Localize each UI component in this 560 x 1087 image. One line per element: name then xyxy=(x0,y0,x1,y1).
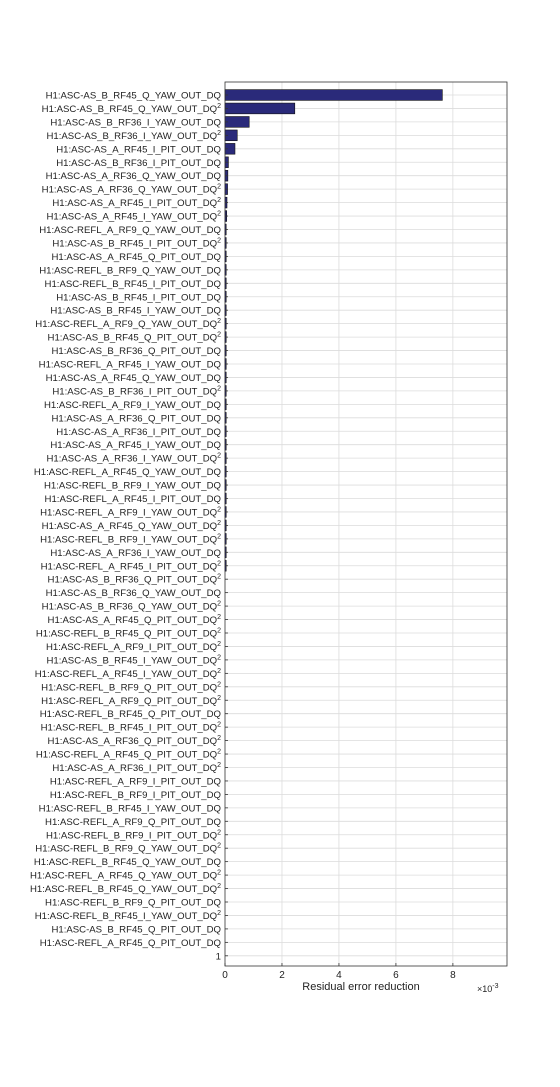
y-tick-label xyxy=(56,158,221,169)
y-label-square: 2 xyxy=(217,210,221,218)
y-label-name: H1:ASC-AS_A_RF36_Q_YAW_OUT_DQ xyxy=(41,184,218,196)
y-label-name: H1:ASC-AS_A_RF45_Q_PIT_OUT_DQ xyxy=(51,251,221,263)
y-label-square: 2 xyxy=(217,721,221,729)
y-label-name: H1:ASC-REFL_B_RF45_Q_YAW_OUT_DQ xyxy=(33,857,221,869)
y-label-name: H1:ASC-REFL_B_RF9_I_YAW_OUT_DQ xyxy=(40,534,218,546)
y-label-name: H1:ASC-AS_A_RF45_Q_YAW_OUT_DQ xyxy=(41,520,218,532)
y-label-name: H1:ASC-AS_A_RF36_I_YAW_OUT_DQ xyxy=(46,453,218,465)
y-label-name: H1:ASC-REFL_B_RF9_I_PIT_OUT_DQ xyxy=(49,789,221,801)
y-tick-label xyxy=(216,951,221,962)
y-tick-label xyxy=(46,373,221,384)
y-label-square: 2 xyxy=(217,681,221,689)
y-tick-label xyxy=(46,829,221,841)
y-label-name: H1:ASC-AS_B_RF36_Q_YAW_OUT_DQ xyxy=(41,601,218,613)
y-tick-label xyxy=(56,292,221,303)
y-label-square: 2 xyxy=(217,640,221,648)
y-label-name: H1:ASC-AS_A_RF45_I_PIT_OUT_DQ xyxy=(56,144,221,156)
y-tick-label xyxy=(36,628,221,640)
y-label-name: H1:ASC-REFL_A_RF9_I_PIT_OUT_DQ xyxy=(45,641,218,653)
y-label-name: H1:ASC-AS_B_RF36_Q_PIT_OUT_DQ xyxy=(51,346,221,358)
y-label-name: H1:ASC-AS_A_RF36_Q_PIT_OUT_DQ xyxy=(51,413,221,425)
y-label-name: H1:ASC-AS_B_RF45_Q_YAW_OUT_DQ xyxy=(41,103,218,115)
y-label-name: H1:ASC-REFL_A_RF9_I_YAW_OUT_DQ xyxy=(40,507,218,519)
y-tick-label xyxy=(35,668,221,680)
y-tick-label xyxy=(45,817,221,828)
y-label-square: 2 xyxy=(217,694,221,702)
y-label-square: 2 xyxy=(217,331,221,339)
y-label-name: H1:ASC-AS_A_RF45_Q_YAW_OUT_DQ xyxy=(45,372,221,384)
bar xyxy=(225,103,295,114)
y-label-name: H1:ASC-REFL_A_RF9_I_YAW_OUT_DQ xyxy=(43,399,221,411)
y-label-square: 2 xyxy=(217,197,221,205)
y-label-square: 2 xyxy=(217,183,221,191)
y-label-square: 2 xyxy=(217,748,221,756)
y-label-name: H1:ASC-REFL_A_RF9_Q_PIT_OUT_DQ xyxy=(41,695,218,707)
y-tick-label xyxy=(52,385,221,397)
y-label-name: H1:ASC-REFL_A_RF9_Q_YAW_OUT_DQ xyxy=(35,319,218,331)
y-label-name: H1:ASC-REFL_A_RF45_I_YAW_OUT_DQ xyxy=(34,668,218,680)
bar xyxy=(225,90,442,101)
x-tick-labels xyxy=(222,970,456,981)
y-tick-label xyxy=(52,237,221,249)
y-tick-label xyxy=(41,695,221,707)
y-label-name: H1:ASC-AS_A_RF45_I_YAW_OUT_DQ xyxy=(50,440,221,452)
y-tick-label xyxy=(35,910,221,922)
x-exponent-base: ×10 xyxy=(477,984,493,994)
x-tick-label: 8 xyxy=(450,970,456,981)
y-label-name: H1:ASC-AS_B_RF36_I_YAW_OUT_DQ xyxy=(50,117,221,129)
y-tick-label xyxy=(45,279,221,290)
y-label-square: 2 xyxy=(217,129,221,137)
x-tick-label: 0 xyxy=(222,970,228,981)
y-tick-label xyxy=(46,130,221,142)
y-label-name: H1:ASC-AS_B_RF45_Q_PIT_OUT_DQ xyxy=(47,332,218,344)
y-label-name: H1:ASC-REFL_B_RF9_Q_YAW_OUT_DQ xyxy=(35,843,218,855)
y-tick-label xyxy=(50,306,221,317)
y-label-square: 2 xyxy=(217,627,221,635)
y-tick-label xyxy=(40,533,221,545)
y-label-name: H1:ASC-AS_A_RF36_Q_YAW_OUT_DQ xyxy=(45,171,221,183)
y-label-name: H1:ASC-AS_B_RF45_I_PIT_OUT_DQ xyxy=(56,292,221,304)
y-label-name: H1:ASC-REFL_B_RF9_Q_YAW_OUT_DQ xyxy=(39,265,221,277)
y-tick-label xyxy=(35,318,221,330)
y-tick-label xyxy=(51,346,221,357)
y-label-square: 2 xyxy=(217,573,221,581)
y-label-square: 2 xyxy=(217,560,221,568)
y-label-square: 2 xyxy=(217,735,221,743)
y-label-name: H1:ASC-AS_A_RF45_I_PIT_OUT_DQ xyxy=(52,198,218,210)
y-tick-label xyxy=(46,453,221,465)
y-tick-label xyxy=(40,709,221,720)
y-label-name: H1:ASC-AS_A_RF36_Q_PIT_OUT_DQ xyxy=(47,736,218,748)
y-tick-label xyxy=(46,654,221,666)
y-label-name: H1:ASC-REFL_B_RF9_Q_PIT_OUT_DQ xyxy=(45,897,221,909)
y-label-name: H1:ASC-AS_B_RF45_I_YAW_OUT_DQ xyxy=(46,655,218,667)
y-tick-label xyxy=(42,601,221,613)
y-tick-label xyxy=(34,467,221,478)
y-label-name: H1:ASC-REFL_A_RF45_I_PIT_OUT_DQ xyxy=(44,494,221,505)
y-tick-label xyxy=(56,427,221,438)
y-tick-label xyxy=(46,91,221,102)
y-label-name: H1:ASC-AS_A_RF36_I_PIT_OUT_DQ xyxy=(56,426,221,438)
y-label-name: H1:ASC-REFL_B_RF45_I_PIT_OUT_DQ xyxy=(44,278,221,290)
y-tick-label xyxy=(39,265,221,276)
y-tick-label xyxy=(42,103,221,115)
y-tick-label xyxy=(50,117,221,128)
y-tick-label xyxy=(44,400,221,411)
y-label-name: H1:ASC-REFL_A_RF45_I_PIT_OUT_DQ xyxy=(40,561,218,573)
y-label-name: H1:ASC-REFL_B_RF45_Q_PIT_OUT_DQ xyxy=(35,628,218,640)
y-label-name: H1:ASC-AS_B_RF36_I_PIT_OUT_DQ xyxy=(52,386,218,398)
y-label-square: 2 xyxy=(217,829,221,837)
y-tick-label xyxy=(50,548,221,559)
y-label-name: H1:ASC-REFL_A_RF45_Q_PIT_OUT_DQ xyxy=(35,749,218,761)
y-label-name: H1:ASC-AS_A_RF36_I_PIT_OUT_DQ xyxy=(52,763,218,774)
y-label-square: 2 xyxy=(217,600,221,608)
y-tick-labels xyxy=(30,91,221,963)
y-label-square: 2 xyxy=(217,883,221,891)
y-label-name: H1:ASC-AS_B_RF45_Q_PIT_OUT_DQ xyxy=(51,924,221,936)
y-label-square: 2 xyxy=(217,237,221,245)
y-label-name: H1:ASC-AS_A_RF45_Q_PIT_OUT_DQ xyxy=(47,615,218,627)
y-label-square: 2 xyxy=(217,533,221,541)
y-tick-label xyxy=(42,520,221,532)
y-label-name: H1:ASC-AS_B_RF36_I_YAW_OUT_DQ xyxy=(46,130,218,142)
y-tick-label xyxy=(45,494,221,505)
y-label-square: 2 xyxy=(217,667,221,675)
y-label-square: 2 xyxy=(217,762,221,769)
y-tick-label xyxy=(46,211,221,223)
y-label-name: H1:ASC-AS_B_RF45_I_PIT_OUT_DQ xyxy=(52,238,218,250)
x-tick-label: 4 xyxy=(336,970,342,981)
y-tick-label xyxy=(46,641,221,653)
y-label-name: H1:ASC-REFL_A_RF9_I_PIT_OUT_DQ xyxy=(49,776,221,788)
y-label-name: H1:ASC-REFL_B_RF9_I_PIT_OUT_DQ xyxy=(45,830,218,842)
y-label-name: H1:ASC-REFL_B_RF45_I_YAW_OUT_DQ xyxy=(34,910,218,922)
x-tick-label: 6 xyxy=(393,970,399,981)
y-tick-label xyxy=(46,588,221,599)
grid-layer xyxy=(225,82,507,966)
y-label-square: 2 xyxy=(217,614,221,622)
y-tick-label xyxy=(39,225,221,236)
y-label-square: 2 xyxy=(217,869,221,877)
y-label-name: H1:ASC-REFL_B_RF9_I_YAW_OUT_DQ xyxy=(43,480,221,492)
y-tick-label xyxy=(50,776,221,787)
y-label-square: 2 xyxy=(217,506,221,514)
y-tick-label xyxy=(50,440,221,451)
y-tick-label xyxy=(46,171,221,182)
y-tick-label xyxy=(36,749,221,761)
y-label-square: 2 xyxy=(217,385,221,393)
y-label-name: H1:ASC-AS_B_RF36_Q_YAW_OUT_DQ xyxy=(45,588,221,600)
y-label-name: H1:ASC-REFL_B_RF45_Q_PIT_OUT_DQ xyxy=(39,709,221,721)
x-tick-label: 2 xyxy=(279,970,285,981)
x-axis-exponent xyxy=(477,983,499,994)
y-tick-label xyxy=(41,560,221,572)
y-label-name: H1:ASC-REFL_A_RF45_Q_YAW_OUT_DQ xyxy=(33,467,221,479)
y-label-square: 2 xyxy=(217,654,221,662)
y-tick-label xyxy=(52,197,221,209)
y-tick-label xyxy=(52,762,221,774)
y-tick-label xyxy=(51,924,221,935)
y-tick-label xyxy=(30,870,221,882)
y-label-name: H1:ASC-REFL_B_RF9_Q_PIT_OUT_DQ xyxy=(41,682,218,694)
y-tick-label xyxy=(35,843,221,855)
y-label-square: 2 xyxy=(217,102,221,110)
y-label-square: 2 xyxy=(217,842,221,850)
y-tick-label xyxy=(48,735,222,747)
y-tick-label xyxy=(50,790,221,801)
x-axis-label: Residual error reduction xyxy=(302,981,420,993)
plot-background xyxy=(225,82,507,966)
y-label-name: H1:ASC-REFL_B_RF45_I_YAW_OUT_DQ xyxy=(38,803,221,815)
y-tick-label xyxy=(48,332,222,344)
y-label-name: H1:ASC-REFL_A_RF9_Q_YAW_OUT_DQ xyxy=(39,225,221,236)
y-label-name: H1:ASC-AS_A_RF45_I_YAW_OUT_DQ xyxy=(46,211,218,223)
y-label-name: H1:ASC-AS_B_RF45_I_YAW_OUT_DQ xyxy=(50,305,221,317)
x-exponent-power: -3 xyxy=(492,983,499,990)
y-tick-label xyxy=(39,803,221,814)
y-tick-label xyxy=(40,506,221,518)
y-label-name: H1:ASC-AS_B_RF36_I_PIT_OUT_DQ xyxy=(56,157,221,169)
y-tick-label xyxy=(39,360,221,371)
y-tick-label xyxy=(51,252,221,263)
y-tick-label xyxy=(34,857,221,868)
y-label-square: 2 xyxy=(217,452,221,460)
y-tick-label xyxy=(45,898,221,909)
y-label-name: H1:ASC-AS_B_RF45_Q_YAW_OUT_DQ xyxy=(45,90,221,102)
bar xyxy=(225,117,249,128)
y-label-square: 2 xyxy=(217,519,221,527)
y-label-name: H1:ASC-REFL_A_RF45_Q_PIT_OUT_DQ xyxy=(39,937,221,949)
y-tick-label xyxy=(41,681,221,693)
y-label-name: H1:ASC-AS_B_RF36_Q_PIT_OUT_DQ xyxy=(47,574,218,586)
y-label-name: H1:ASC-REFL_A_RF45_I_YAW_OUT_DQ xyxy=(38,359,221,371)
y-tick-label xyxy=(40,938,221,949)
y-tick-label xyxy=(56,144,221,155)
y-label-name: H1:ASC-REFL_A_RF9_Q_PIT_OUT_DQ xyxy=(45,816,221,828)
y-label-name: H1:ASC-REFL_A_RF45_Q_YAW_OUT_DQ xyxy=(29,870,218,882)
y-tick-label xyxy=(44,481,221,492)
y-label-square: 2 xyxy=(217,909,221,917)
y-label-name: H1:ASC-REFL_B_RF45_I_PIT_OUT_DQ xyxy=(40,722,218,734)
y-label-name: H1:ASC-AS_A_RF36_I_YAW_OUT_DQ xyxy=(50,547,221,559)
y-label-square: 2 xyxy=(217,318,221,326)
y-label-name: 1 xyxy=(215,951,221,963)
y-tick-label xyxy=(42,184,221,196)
y-tick-label xyxy=(48,574,222,586)
y-tick-label xyxy=(51,413,221,424)
y-tick-label xyxy=(30,883,221,895)
y-tick-label xyxy=(48,614,222,626)
y-label-name: H1:ASC-REFL_B_RF45_Q_YAW_OUT_DQ xyxy=(29,884,218,896)
y-tick-label xyxy=(41,722,221,734)
